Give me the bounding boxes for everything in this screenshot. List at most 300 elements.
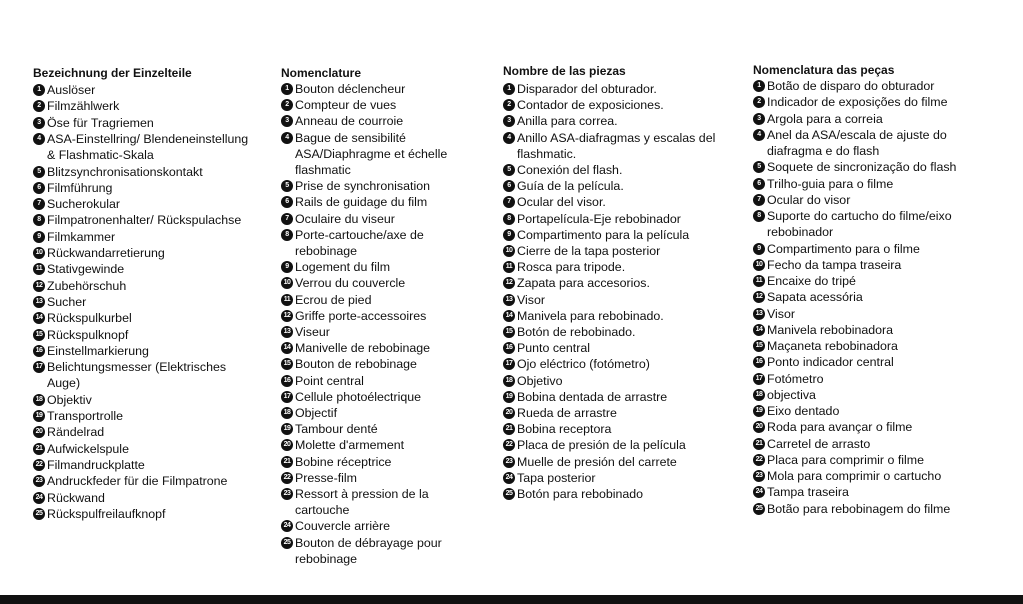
part-item <box>33 245 258 261</box>
part-label: Rückspulfreilaufknopf <box>47 506 166 521</box>
part-label: Transportrolle <box>47 409 123 423</box>
part-number-badge: 11 <box>753 275 765 287</box>
part-number-badge: 20 <box>503 407 515 419</box>
part-label: Filmandruckplatte <box>47 457 145 472</box>
part-number-badge: 16 <box>281 375 293 387</box>
part-item <box>503 97 731 113</box>
part-number-badge: 3 <box>281 115 293 127</box>
part-label: Compartimento para la película <box>517 227 690 242</box>
part-item <box>503 389 731 405</box>
part-label: Öse für Tragriemen <box>47 115 154 130</box>
part-label: Rändelrad <box>47 425 105 440</box>
part-number-badge: 16 <box>503 342 515 354</box>
part-label: Ponto indicador central <box>767 355 894 370</box>
part-item <box>753 371 981 387</box>
part-item <box>503 308 731 324</box>
part-item <box>33 343 258 359</box>
part-item <box>753 127 981 160</box>
part-number-badge: 5 <box>503 164 515 176</box>
part-number-badge: 10 <box>281 277 293 289</box>
part-number-badge: 18 <box>503 375 515 387</box>
part-label: Griffe porte-accessoires <box>295 308 427 323</box>
part-item <box>753 208 981 241</box>
part-number-badge: 16 <box>753 356 765 368</box>
part-label: Visor <box>767 306 796 321</box>
part-number-badge: 7 <box>503 196 515 208</box>
part-number-badge: 14 <box>753 324 765 336</box>
part-item <box>503 470 731 486</box>
part-number-badge: 13 <box>753 308 765 320</box>
part-number-badge: 1 <box>753 80 765 92</box>
part-label: Ocular do visor <box>767 192 851 207</box>
part-label: Bobina receptora <box>517 422 612 437</box>
part-number-badge: 3 <box>33 117 45 129</box>
part-item <box>33 408 258 424</box>
part-label: Bague de sensibilité ASA/Diaphragme et échelle flashmatic <box>295 130 448 177</box>
part-item <box>33 164 258 180</box>
part-label: Viseur <box>295 325 330 339</box>
part-label: Cierre de la tapa posterior <box>517 244 661 258</box>
part-item <box>753 176 981 192</box>
part-label: Punto central <box>517 341 591 356</box>
part-label: Contador de exposiciones. <box>517 98 664 113</box>
part-label: Couvercle arrière <box>295 519 391 534</box>
part-number-badge: 20 <box>281 439 293 451</box>
part-label: Filmzählwerk <box>47 99 120 114</box>
part-number-badge: 15 <box>753 340 765 352</box>
part-item <box>33 457 258 473</box>
part-item <box>33 327 258 343</box>
part-item <box>503 81 731 97</box>
part-item <box>33 229 258 245</box>
part-label: Rueda de arrastre <box>517 406 617 420</box>
part-label: Oculaire du viseur <box>295 211 395 226</box>
part-number-badge: 23 <box>503 456 515 468</box>
part-number-badge: 12 <box>503 277 515 289</box>
part-item <box>281 275 486 291</box>
part-label: Guía de la película. <box>517 179 624 194</box>
part-item <box>33 294 258 310</box>
part-item <box>281 259 486 275</box>
part-item <box>33 473 258 489</box>
part-item <box>753 354 981 370</box>
part-number-badge: 2 <box>503 99 515 111</box>
part-number-badge: 25 <box>33 508 45 520</box>
part-label: Tapa posterior <box>517 470 596 485</box>
part-label: Fecho da tampa traseira <box>767 257 902 272</box>
part-number-badge: 10 <box>503 245 515 257</box>
part-number-badge: 6 <box>503 180 515 192</box>
part-label: Belichtungsmesser (Elektrisches Auge) <box>47 360 227 391</box>
part-label: Manivela rebobinadora <box>767 322 894 337</box>
part-number-badge: 12 <box>33 280 45 292</box>
part-label: Verrou du couvercle <box>295 276 406 291</box>
part-item <box>281 535 486 567</box>
part-item <box>33 261 258 277</box>
part-label: Zubehörschuh <box>47 278 127 293</box>
part-number-badge: 19 <box>33 410 45 422</box>
part-item <box>503 178 731 194</box>
part-item <box>33 392 258 408</box>
part-number-badge: 4 <box>281 132 293 144</box>
part-item <box>503 437 731 453</box>
part-number-badge: 23 <box>281 488 293 500</box>
part-label: Tambour denté <box>295 422 378 437</box>
part-label: Argola para a correia <box>767 111 883 126</box>
part-item <box>503 421 731 437</box>
part-number-badge: 18 <box>33 394 45 406</box>
part-label: Filmpatronenhalter/ Rückspulachse <box>47 213 242 228</box>
part-item <box>503 356 731 372</box>
part-item <box>281 308 486 324</box>
part-item <box>33 196 258 212</box>
part-number-badge: 3 <box>503 115 515 127</box>
part-label: Trilho-guia para o filme <box>767 176 894 191</box>
part-label: Logement du film <box>295 260 391 275</box>
part-label: Bobina dentada de arrastre <box>517 389 668 404</box>
part-number-badge: 21 <box>33 443 45 455</box>
part-number-badge: 9 <box>503 229 515 241</box>
part-item <box>33 506 258 522</box>
part-item <box>503 454 731 470</box>
part-number-badge: 14 <box>503 310 515 322</box>
part-item <box>33 82 258 98</box>
part-number-badge: 25 <box>753 503 765 515</box>
part-label: Anillo ASA-diafragmas y escalas del flashmatic. <box>517 130 716 161</box>
part-number-badge: 2 <box>753 96 765 108</box>
part-item <box>33 212 258 228</box>
part-number-badge: 13 <box>33 296 45 308</box>
part-item <box>503 211 731 227</box>
column-title: Bezeichnung der Einzelteile <box>33 66 192 80</box>
part-item <box>503 259 731 275</box>
part-item <box>753 111 981 127</box>
part-item <box>503 162 731 178</box>
part-number-badge: 21 <box>503 423 515 435</box>
part-label: Muelle de presión del carrete <box>517 454 677 469</box>
part-label: Objectif <box>295 406 338 420</box>
part-number-badge: 8 <box>753 210 765 222</box>
part-label: Anneau de courroie <box>295 114 404 129</box>
part-label: Rails de guidage du film <box>295 195 428 210</box>
part-number-badge: 6 <box>281 196 293 208</box>
part-number-badge: 11 <box>281 294 293 306</box>
part-label: Einstellmarkierung <box>47 343 149 358</box>
column-title: Nomenclature <box>281 66 362 80</box>
part-number-badge: 24 <box>33 492 45 504</box>
part-item <box>753 289 981 305</box>
part-number-badge: 9 <box>33 231 45 243</box>
part-label: Botón para rebobinado <box>517 487 644 501</box>
part-item <box>503 130 731 162</box>
part-number-badge: 12 <box>281 310 293 322</box>
part-label: Rosca para tripode. <box>517 260 626 275</box>
part-label: Portapelícula-Eje rebobinador <box>517 211 681 226</box>
part-label: Placa de presión de la película <box>517 438 686 453</box>
part-item <box>503 324 731 340</box>
part-item <box>281 518 486 534</box>
part-label: Objektiv <box>47 392 92 407</box>
part-item <box>753 192 981 208</box>
part-number-badge: 10 <box>33 247 45 259</box>
bottom-border-bar <box>0 595 1023 604</box>
part-item <box>753 468 981 484</box>
part-label: Fotómetro <box>767 371 824 386</box>
part-number-badge: 18 <box>753 389 765 401</box>
part-label: Ressort à pression de la cartouche <box>295 487 429 518</box>
part-number-badge: 5 <box>753 161 765 173</box>
part-label: Bobine réceptrice <box>295 454 392 469</box>
part-number-badge: 15 <box>281 358 293 370</box>
part-number-badge: 15 <box>33 329 45 341</box>
part-label: Bouton de rebobinage <box>295 357 417 372</box>
part-label: Botón de rebobinado. <box>517 325 636 339</box>
part-item <box>503 243 731 259</box>
part-item <box>281 324 486 340</box>
part-item <box>753 436 981 452</box>
part-item <box>281 454 486 470</box>
part-number-badge: 18 <box>281 407 293 419</box>
part-item <box>281 178 486 194</box>
part-number-badge: 21 <box>753 438 765 450</box>
part-label: Botão para rebobinagem do filme <box>767 501 951 516</box>
part-label: ASA-Einstellring/ Blendeneinstellung & Flashmatic-Skala <box>47 131 249 163</box>
part-label: Manivela para rebobinado. <box>517 308 664 323</box>
part-number-badge: 8 <box>281 229 293 241</box>
part-number-badge: 8 <box>503 213 515 225</box>
part-item <box>281 211 486 227</box>
part-label: Point central <box>295 373 364 388</box>
part-number-badge: 11 <box>503 261 515 273</box>
part-item <box>281 81 486 97</box>
part-label: Anilla para correa. <box>517 114 618 129</box>
part-number-badge: 17 <box>281 391 293 403</box>
part-number-badge: 23 <box>753 470 765 482</box>
part-label: Blitzsynchronisationskontakt <box>47 164 203 179</box>
part-item <box>281 292 486 308</box>
part-label: objectiva <box>767 387 816 402</box>
column-title: Nombre de las piezas <box>503 64 626 78</box>
part-label: Ecrou de pied <box>295 292 372 307</box>
part-label: Mola para comprimir o cartucho <box>767 469 942 483</box>
part-number-badge: 9 <box>281 261 293 273</box>
part-label: Roda para avançar o filme <box>767 420 913 435</box>
part-label: Compartimento para o filme <box>767 241 920 256</box>
part-label: Stativgewinde <box>47 262 125 277</box>
part-number-badge: 6 <box>33 182 45 194</box>
part-number-badge: 10 <box>753 259 765 271</box>
part-number-badge: 11 <box>33 263 45 275</box>
part-number-badge: 6 <box>753 178 765 190</box>
part-item <box>753 403 981 419</box>
part-item <box>503 113 731 129</box>
part-item <box>753 159 981 175</box>
part-item <box>281 470 486 486</box>
part-item <box>281 194 486 210</box>
part-number-badge: 17 <box>503 358 515 370</box>
part-number-badge: 17 <box>753 373 765 385</box>
part-label: Maçaneta rebobinadora <box>767 339 898 353</box>
part-item <box>281 340 486 356</box>
part-item <box>753 94 981 110</box>
part-number-badge: 5 <box>33 166 45 178</box>
part-item <box>503 194 731 210</box>
part-label: Tampa traseira <box>767 485 849 500</box>
part-number-badge: 7 <box>753 194 765 206</box>
part-number-badge: 24 <box>281 520 293 532</box>
part-label: Porte-cartouche/axe de rebobinage <box>295 227 424 258</box>
part-label: Ocular del visor. <box>517 195 606 210</box>
part-number-badge: 25 <box>503 488 515 500</box>
part-item <box>281 421 486 437</box>
part-item <box>753 387 981 403</box>
part-label: Soquete de sincronização do flash <box>767 160 957 175</box>
part-item <box>753 257 981 273</box>
part-number-badge: 19 <box>503 391 515 403</box>
part-item <box>33 180 258 196</box>
part-label: Compteur de vues <box>295 98 397 113</box>
part-label: Encaixe do tripé <box>767 274 856 288</box>
part-item <box>281 389 486 405</box>
part-label: Manivelle de rebobinage <box>295 341 431 356</box>
part-number-badge: 2 <box>281 99 293 111</box>
part-number-badge: 20 <box>753 421 765 433</box>
part-number-badge: 1 <box>281 83 293 95</box>
part-item <box>503 340 731 356</box>
part-number-badge: 5 <box>281 180 293 192</box>
part-item <box>33 310 258 326</box>
part-number-badge: 2 <box>33 100 45 112</box>
part-label: Auslöser <box>47 83 96 97</box>
part-number-badge: 9 <box>753 243 765 255</box>
part-label: Objetivo <box>517 373 563 388</box>
part-item <box>33 115 258 131</box>
part-label: Eixo dentado <box>767 404 840 418</box>
part-item <box>33 490 258 506</box>
part-label: Sapata acessória <box>767 290 863 305</box>
part-number-badge: 1 <box>33 84 45 96</box>
part-number-badge: 21 <box>281 456 293 468</box>
part-number-badge: 22 <box>33 459 45 471</box>
part-label: Filmführung <box>47 180 113 195</box>
part-item <box>503 486 731 502</box>
part-item <box>753 322 981 338</box>
part-item <box>281 227 486 259</box>
part-number-badge: 4 <box>753 129 765 141</box>
part-number-badge: 22 <box>503 439 515 451</box>
part-number-badge: 16 <box>33 345 45 357</box>
part-label: Bouton déclencheur <box>295 82 406 96</box>
part-item <box>503 227 731 243</box>
part-item <box>753 338 981 354</box>
part-number-badge: 20 <box>33 426 45 438</box>
part-label: Aufwickelspule <box>47 441 129 456</box>
part-item <box>753 78 981 94</box>
part-label: Placa para comprimir o filme <box>767 452 924 467</box>
part-number-badge: 4 <box>503 132 515 144</box>
part-number-badge: 12 <box>753 291 765 303</box>
part-label: Visor <box>517 292 546 307</box>
part-item <box>753 452 981 468</box>
part-item <box>281 356 486 372</box>
part-item <box>281 130 486 179</box>
part-item <box>33 441 258 457</box>
part-label: Botão de disparo do obturador <box>767 79 935 93</box>
part-item <box>281 373 486 389</box>
part-label: Sucher <box>47 294 87 309</box>
part-number-badge: 7 <box>281 213 293 225</box>
part-label: Suporte do cartucho do filme/eixo rebobinador <box>767 209 952 240</box>
part-number-badge: 13 <box>281 326 293 338</box>
part-item <box>33 278 258 294</box>
part-item <box>281 437 486 453</box>
part-number-badge: 19 <box>753 405 765 417</box>
part-number-badge: 13 <box>503 294 515 306</box>
part-item <box>503 275 731 291</box>
part-label: Sucherokular <box>47 197 121 212</box>
part-item <box>753 273 981 289</box>
part-item <box>503 292 731 308</box>
part-label: Prise de synchronisation <box>295 179 430 194</box>
part-number-badge: 3 <box>753 113 765 125</box>
part-number-badge: 17 <box>33 361 45 373</box>
part-item <box>281 405 486 421</box>
part-item <box>503 405 731 421</box>
part-label: Carretel de arrasto <box>767 436 871 451</box>
part-item <box>281 486 486 518</box>
part-label: Andruckfeder für die Filmpatrone <box>47 474 228 489</box>
part-number-badge: 23 <box>33 475 45 487</box>
part-label: Rückwand <box>47 490 105 505</box>
part-item <box>753 419 981 435</box>
part-number-badge: 25 <box>281 537 293 549</box>
part-label: Cellule photoélectrique <box>295 389 422 404</box>
part-item <box>281 97 486 113</box>
part-item <box>753 306 981 322</box>
part-number-badge: 7 <box>33 198 45 210</box>
column-title: Nomenclatura das peças <box>753 63 895 77</box>
part-number-badge: 22 <box>281 472 293 484</box>
part-item <box>33 98 258 114</box>
part-number-badge: 8 <box>33 214 45 226</box>
part-number-badge: 24 <box>753 486 765 498</box>
part-label: Zapata para accesorios. <box>517 276 650 291</box>
part-number-badge: 15 <box>503 326 515 338</box>
part-label: Rückspulkurbel <box>47 311 132 326</box>
part-item <box>753 501 981 517</box>
part-label: Filmkammer <box>47 229 116 244</box>
part-label: Conexión del flash. <box>517 163 623 177</box>
part-label: Rückspulknopf <box>47 327 129 342</box>
part-item <box>503 373 731 389</box>
part-label: Disparador del obturador. <box>517 82 657 96</box>
part-number-badge: 4 <box>33 133 45 145</box>
part-label: Indicador de exposições do filme <box>767 95 948 110</box>
part-item <box>33 359 258 392</box>
part-item <box>33 424 258 440</box>
part-number-badge: 22 <box>753 454 765 466</box>
part-number-badge: 24 <box>503 472 515 484</box>
part-item <box>753 484 981 500</box>
part-label: Ojo eléctrico (fotómetro) <box>517 357 650 372</box>
part-label: Rückwandarretierung <box>47 246 165 260</box>
part-label: Anel da ASA/escala de ajuste do diafragma e do flash <box>767 127 947 158</box>
part-item <box>33 131 258 164</box>
part-number-badge: 14 <box>33 312 45 324</box>
part-number-badge: 19 <box>281 423 293 435</box>
part-label: Bouton de débrayage pour rebobinage <box>295 535 442 566</box>
part-label: Presse-film <box>295 470 357 485</box>
